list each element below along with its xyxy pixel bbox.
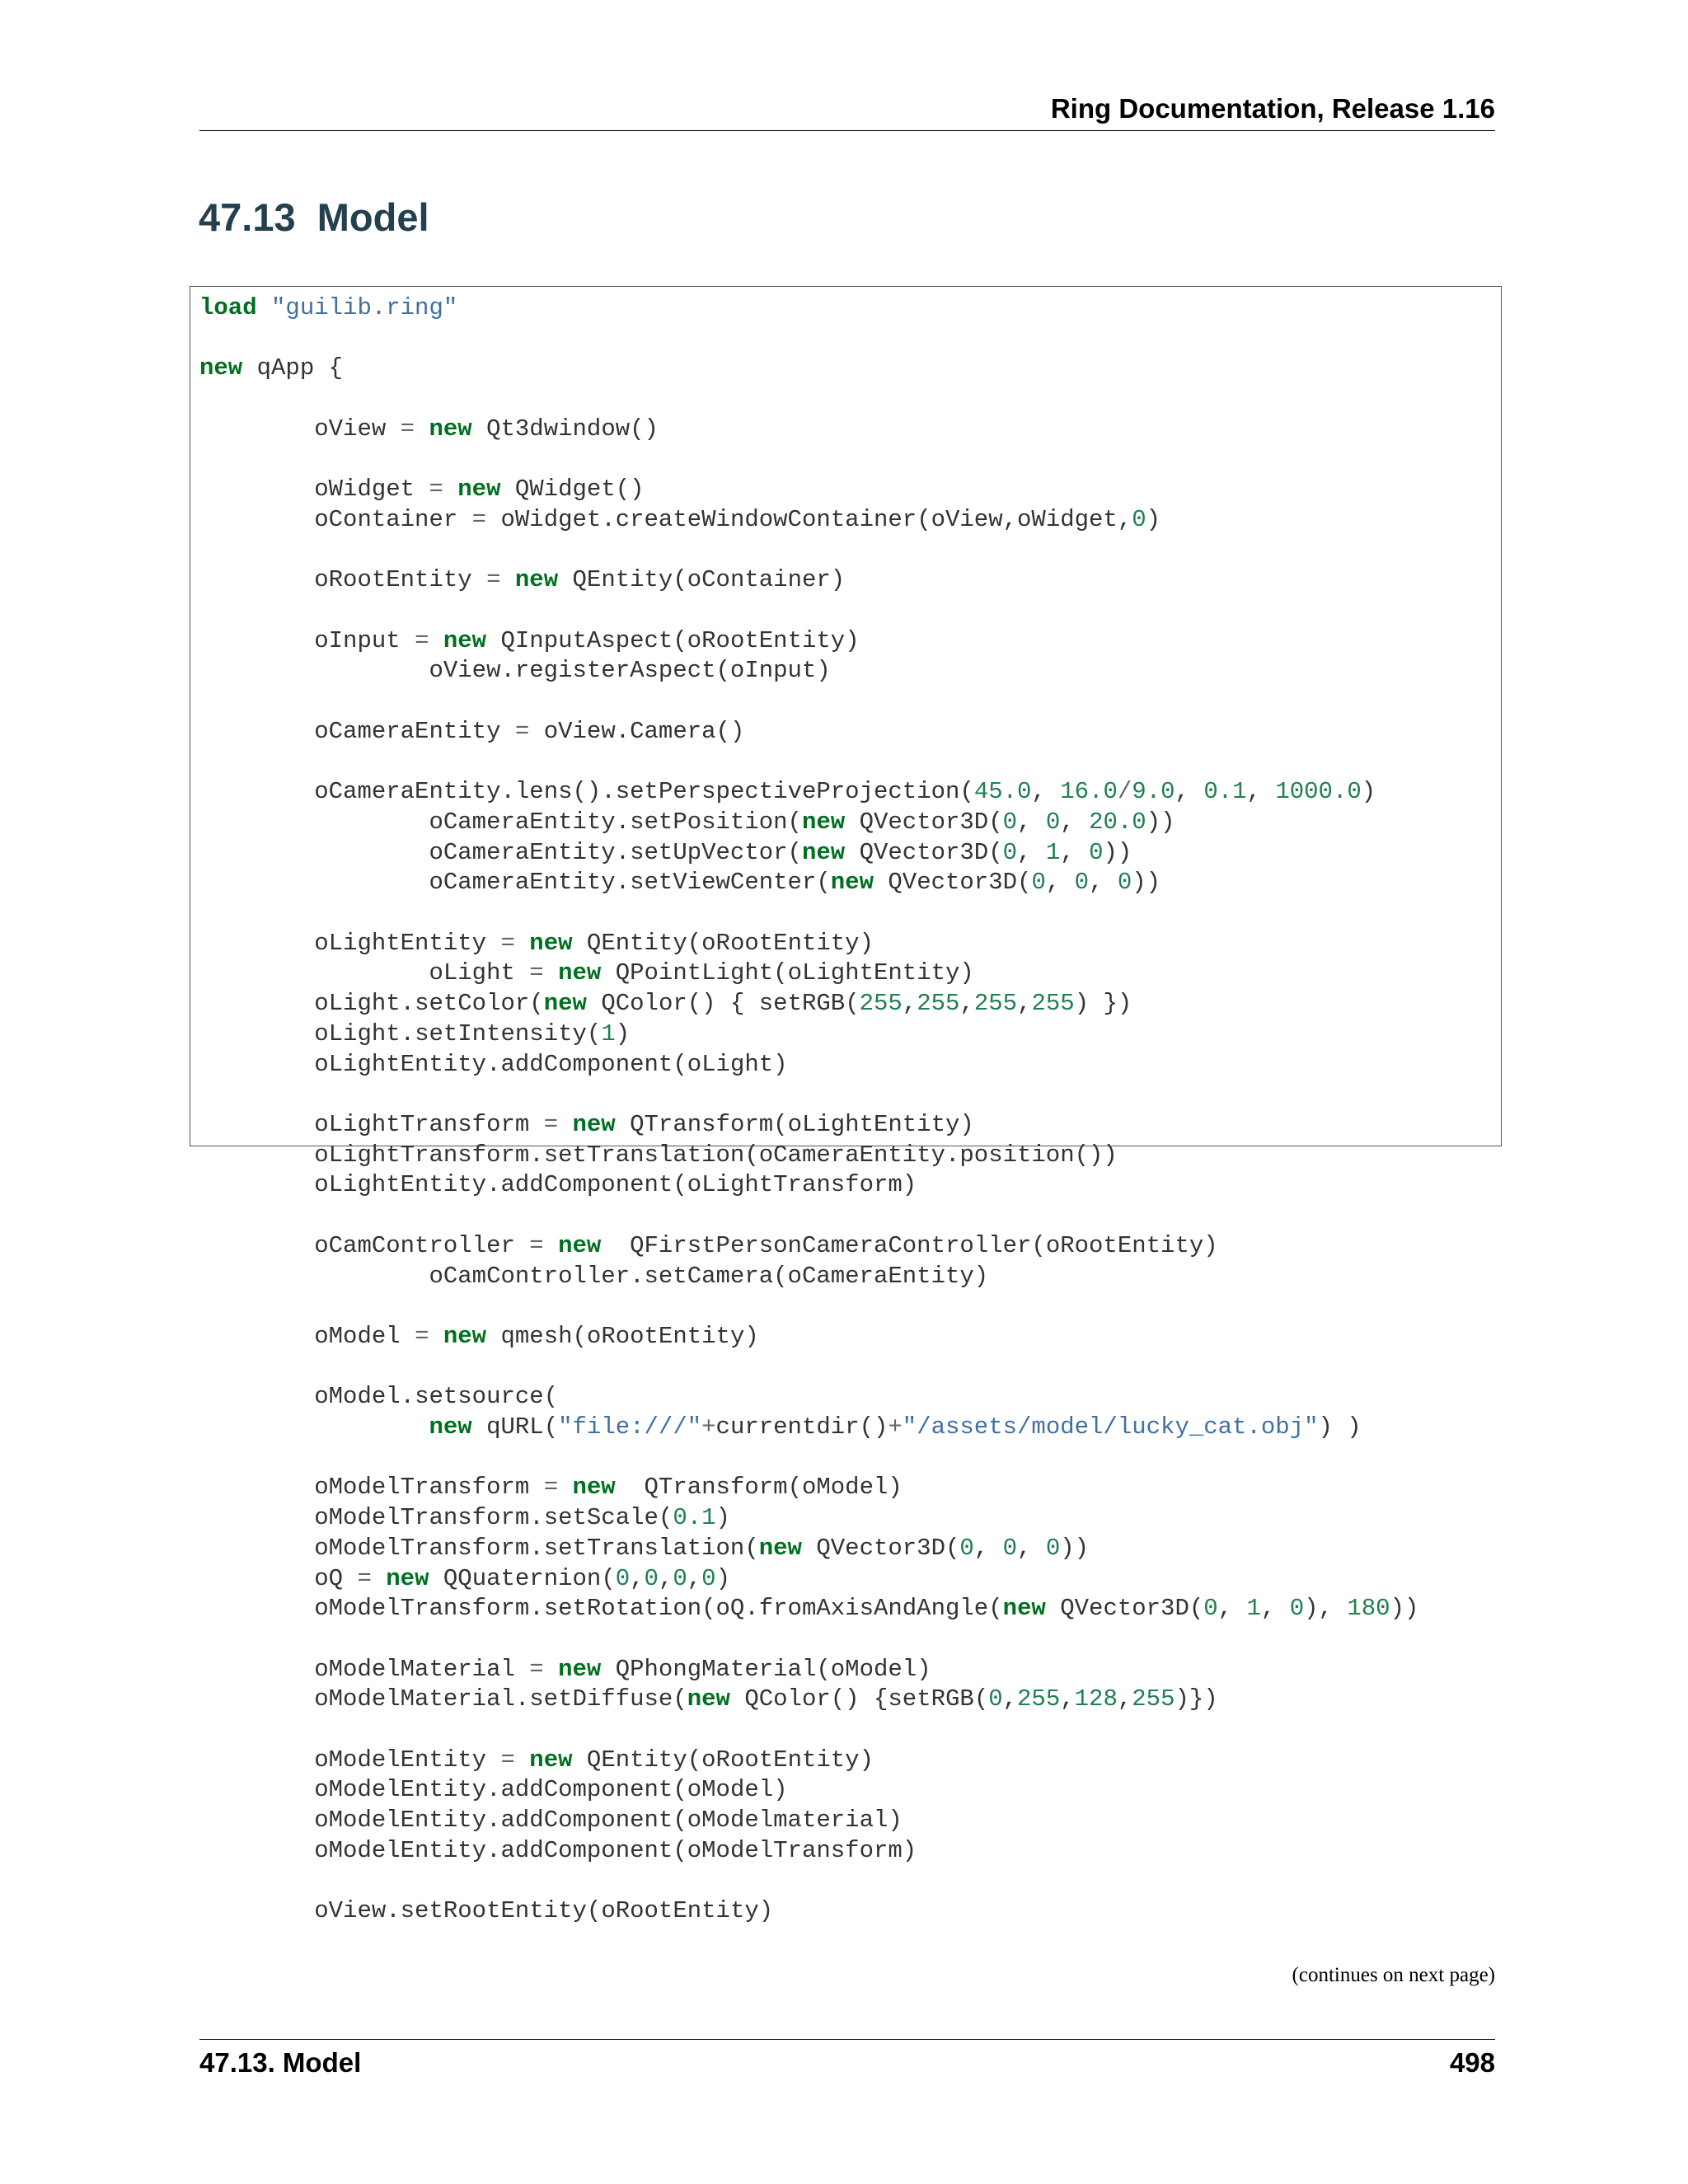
code-line: oCameraEntity.setPosition(new QVector3D(0, 0, 20.0)) [429, 808, 1175, 836]
code-line: oModelMaterial = new QPhongMaterial(oModel) [314, 1655, 931, 1683]
code-line: oInput = new QInputAspect(oRootEntity) [314, 626, 860, 654]
code-line: oLightTransform = new QTransform(oLightEntity) [314, 1110, 974, 1138]
section-title [199, 193, 429, 242]
code-line: oLight.setColor(new QColor() { setRGB(255,255,255,255) }) [314, 990, 1132, 1018]
code-line: oLightEntity = new QEntity(oRootEntity) [314, 929, 874, 957]
code-line: oView.registerAspect(oInput) [429, 657, 831, 685]
code-line: oLight.setIntensity(1) [314, 1019, 631, 1047]
footer-section-label: 47.13. Model [199, 2047, 362, 2078]
code-line: oCameraEntity.setViewCenter(new QVector3D(0, 0, 0)) [429, 869, 1161, 897]
code-line: oWidget = new QWidget() [314, 476, 645, 504]
code-line: oModel = new qmesh(oRootEntity) [314, 1322, 759, 1350]
code-line: oModelEntity.addComponent(oModelmaterial) [314, 1807, 903, 1835]
code-line: oLight = new QPointLight(oLightEntity) [429, 959, 974, 987]
code-line: oLightEntity.addComponent(oLight) [314, 1050, 788, 1078]
code-line: new qApp { [199, 354, 344, 382]
section-number: 47.13 [199, 195, 296, 239]
code-line: oCamController.setCamera(oCameraEntity) [429, 1262, 989, 1290]
code-line: oCameraEntity.setUpVector(new QVector3D(0, 1, 0)) [429, 838, 1132, 866]
code-line: oModelTransform.setTranslation(new QVector3D(0, 0, 0)) [314, 1534, 1090, 1562]
code-line: oCameraEntity.lens().setPerspectiveProjection(45.0, 16.0/9.0, 0.1, 1000.0) [314, 778, 1376, 806]
code-line: new qURL("file:///"+currentdir()+"/assets/model/lucky_cat.obj") ) [429, 1413, 1362, 1441]
code-line: oView = new Qt3dwindow() [314, 415, 659, 443]
code-line: oQ = new QQuaternion(0,0,0,0) [314, 1564, 730, 1592]
code-line: oModelTransform.setScale(0.1) [314, 1504, 730, 1532]
code-listing [199, 293, 1418, 1927]
code-line: oModelEntity = new QEntity(oRootEntity) [314, 1746, 874, 1774]
code-line: oModelTransform = new QTransform(oModel) [314, 1474, 903, 1502]
code-line: oCameraEntity = oView.Camera() [314, 717, 745, 745]
code-line: oCamController = new QFirstPersonCameraController(oRootEntity) [314, 1231, 1218, 1259]
section-title-text: Model [316, 195, 429, 239]
code-line: oModelEntity.addComponent(oModel) [314, 1776, 788, 1804]
continuation-note: (continues on next page) [1292, 1964, 1495, 1986]
code-line: oLightEntity.addComponent(oLightTransform) [314, 1171, 917, 1199]
code-line: oModelMaterial.setDiffuse(new QColor() {setRGB(0,255,128,255)}) [314, 1685, 1218, 1713]
code-line: oLightTransform.setTranslation(oCameraEntity.position()) [314, 1141, 1118, 1169]
code-line: oModelTransform.setRotation(oQ.fromAxisAndAngle(new QVector3D(0, 1, 0), 180)) [314, 1595, 1419, 1623]
code-line: oModel.setsource( [314, 1383, 559, 1411]
footer-page-number: 498 [1449, 2047, 1495, 2078]
code-line: oRootEntity = new QEntity(oContainer) [314, 566, 846, 594]
header-rule [199, 130, 1495, 131]
page-header: Ring Documentation, Release 1.16 [1050, 93, 1495, 124]
footer-rule [199, 2039, 1495, 2040]
code-line: load "guilib.ring" [199, 294, 458, 321]
code-line: oView.setRootEntity(oRootEntity) [314, 1897, 774, 1925]
code-line: oModelEntity.addComponent(oModelTransform) [314, 1836, 917, 1864]
code-line: oContainer = oWidget.createWindowContainer(oView,oWidget,0) [314, 505, 1161, 533]
